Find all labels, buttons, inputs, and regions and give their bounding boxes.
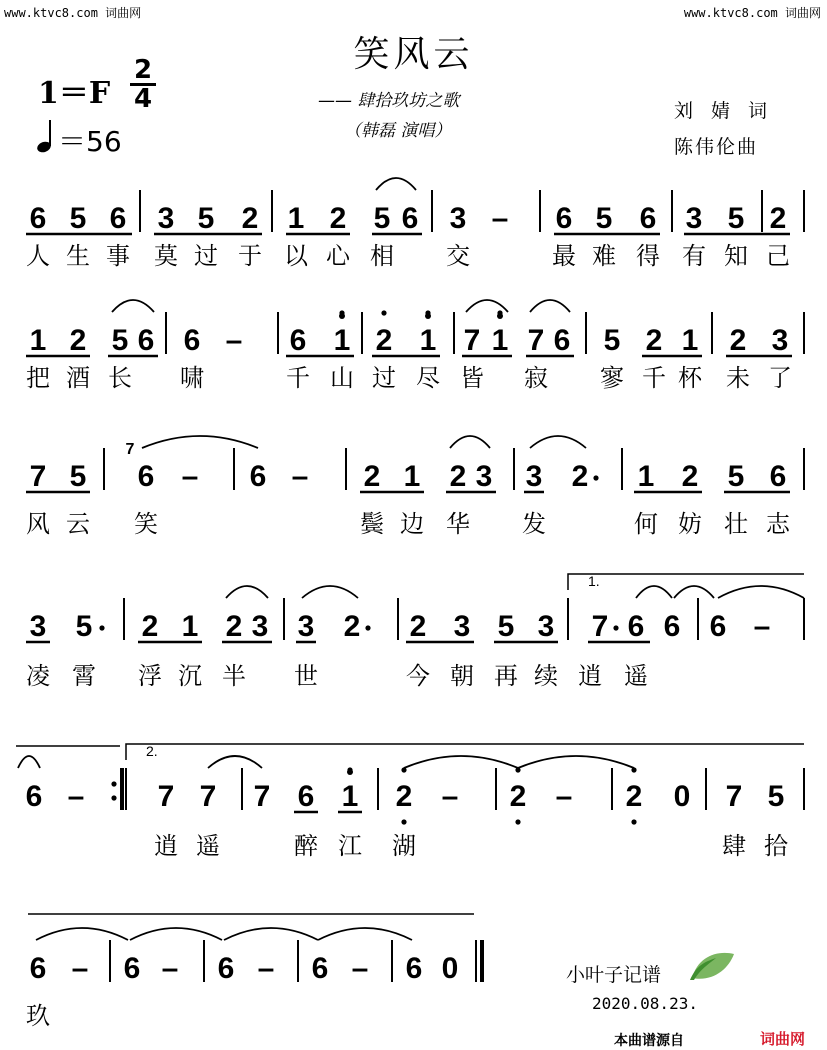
lyric-syllable: 鬓 [360,510,384,538]
octave-dot [631,767,636,772]
note-glyph: 2 [681,460,699,493]
note-glyph: 3 [525,460,543,493]
lyric-syllable: 浮 [138,662,162,690]
lyric-syllable: 莫 [154,242,178,270]
note-glyph: 6 [553,324,571,357]
lyric-syllable: 妨 [678,510,702,538]
note-glyph: 2 [625,780,643,813]
octave-dot [631,819,636,824]
slur [224,928,318,940]
octave-dot [401,767,406,772]
lyric-syllable: 再 [494,662,518,690]
note-glyph: 3 [251,610,269,643]
note-glyph: – [71,952,89,985]
slur [450,436,490,448]
note-glyph: 6 [137,460,155,493]
note-glyph: 6 [29,952,47,985]
volta-label: 1. [588,573,600,589]
note-glyph: 5 [603,324,621,357]
note-glyph: 7 [157,780,175,813]
lyric-syllable: 华 [446,510,470,538]
note-glyph: – [491,202,509,235]
note-glyph: 5 [497,610,515,643]
note-glyph: 2 [343,610,361,643]
lyric-syllable: 世 [294,662,318,690]
note-glyph: 7 [253,780,271,813]
octave-dot [497,310,502,315]
note-glyph: 2 [409,610,427,643]
note-glyph: – [257,952,275,985]
tempo-value: ＝56 [58,125,122,158]
slur [636,586,672,598]
note-glyph: 2 [395,780,413,813]
note-glyph: 1 [491,324,509,357]
slur [130,928,222,940]
note-glyph: 2 [769,202,787,235]
slur [530,436,586,448]
transcription-date: 2020.08.23. [592,994,698,1013]
note-glyph: 6 [663,610,681,643]
note-glyph: 1 [341,780,359,813]
lyric-syllable: 醉 [294,832,318,860]
note-glyph: 0 [673,780,691,813]
note-glyph: 5 [727,202,745,235]
lyric-syllable: 逍 [154,832,178,860]
lyric-syllable: 寥 [600,364,624,392]
note-glyph: 1 [29,324,47,357]
note-glyph: – [225,324,243,357]
note-glyph: 2 [509,780,527,813]
lyric-syllable: 何 [634,510,658,538]
lyric-syllable: 半 [222,662,246,690]
lyric-syllable: 酒 [66,364,90,392]
note-glyph: 2 [645,324,663,357]
repeat-dot [111,795,116,800]
note-glyph: – [351,952,369,985]
augmentation-dot [99,625,104,630]
note-glyph: 6 [29,202,47,235]
note-glyph: 5 [727,460,745,493]
lyric-syllable: 过 [372,364,396,392]
slur [466,300,508,312]
slur [404,756,518,768]
note-glyph: 7 [591,610,609,643]
lyric-syllable: 心 [326,242,350,270]
lyric-syllable: 凌 [26,662,50,690]
lyric-syllable: 知 [724,242,748,270]
lyric-syllable: 云 [66,510,90,538]
note-glyph: 3 [157,202,175,235]
note-glyph: 2 [571,460,589,493]
note-glyph: 6 [109,202,127,235]
note-glyph: 2 [363,460,381,493]
note-glyph: 2 [69,324,87,357]
note-glyph: – [181,460,199,493]
note-glyph: – [161,952,179,985]
note-glyph: 5 [69,202,87,235]
lyric-syllable: 皆 [460,364,484,392]
key-signature: 1＝F [38,76,111,111]
slur [112,300,154,312]
note-glyph: 3 [297,610,315,643]
note-glyph: 1 [637,460,655,493]
lyric-syllable: 于 [238,242,262,270]
lyric-syllable: 发 [522,510,546,538]
lyric-syllable: 己 [766,242,790,270]
note-glyph: 2 [729,324,747,357]
lyric-syllable: 玖 [26,1002,50,1030]
note-glyph: 6 [183,324,201,357]
time-sig-bottom: 4 [133,84,153,114]
note-glyph: 7 [527,324,545,357]
note-glyph: 5 [595,202,613,235]
note-glyph: 2 [241,202,259,235]
lyric-syllable: 得 [636,242,660,270]
lyric-syllable: 遥 [196,832,220,860]
octave-dot [515,819,520,824]
note-glyph: 7 [199,780,217,813]
lyric-syllable: 难 [592,242,616,270]
note-glyph: – [291,460,309,493]
slur [18,756,40,768]
lyric-syllable: 长 [108,364,132,392]
lyricist-credit: 刘婧词 [674,100,786,122]
lyric-syllable: 人 [26,242,50,270]
note-glyph: 6 [709,610,727,643]
note-glyph: 1 [419,324,437,357]
lyric-syllable: 边 [400,510,424,538]
lyric-syllable: 山 [330,364,354,392]
lyric-syllable: 续 [534,662,558,690]
note-glyph: 7 [463,324,481,357]
note-glyph: – [441,780,459,813]
lyric-syllable: 拾 [764,832,788,860]
lyric-syllable: 未 [726,364,750,392]
note-glyph: 3 [453,610,471,643]
slur [36,928,128,940]
note-glyph: 1 [681,324,699,357]
note-glyph: 3 [475,460,493,493]
note-glyph: 6 [311,952,329,985]
leaf-icon [688,948,738,984]
note-glyph: 6 [401,202,419,235]
note-glyph: 6 [297,780,315,813]
note-glyph: 7 [725,780,743,813]
lyric-syllable: 风 [26,510,50,538]
slur [518,756,634,768]
note-glyph: 1 [287,202,305,235]
note-glyph: 6 [25,780,43,813]
lyric-syllable: 壮 [724,510,748,538]
octave-dot [425,310,430,315]
lyric-syllable: 江 [338,832,362,860]
note-glyph: 6 [249,460,267,493]
note-glyph: 5 [75,610,93,643]
slur [718,586,804,598]
lyric-syllable: 千 [642,364,666,392]
note-glyph: 6 [627,610,645,643]
time-sig-top: 2 [133,55,153,85]
transcriber-signature: 小叶子记谱 [566,964,662,986]
note-glyph: 3 [449,202,467,235]
octave-dot [515,767,520,772]
note-glyph: 2 [375,324,393,357]
site-watermark-left[interactable]: www.ktvc8.com 词曲网 [4,6,142,20]
octave-dot [401,819,406,824]
lyric-syllable: 最 [552,242,576,270]
lyric-syllable: 有 [682,242,706,270]
lyric-syllable: 以 [284,242,308,270]
lyric-syllable: 肆 [722,832,746,860]
lyric-syllable: 遥 [624,662,648,690]
slur [376,178,416,190]
lyric-syllable: 生 [66,242,90,270]
lyric-syllable: 朝 [450,662,474,690]
note-glyph: 0 [441,952,459,985]
site-watermark-right[interactable]: www.ktvc8.com 词曲网 [683,6,821,20]
slur [530,300,570,312]
lyric-syllable: 今 [406,662,430,690]
note-glyph: 3 [537,610,555,643]
performer-note: （韩磊 演唱） [344,121,452,141]
lyric-syllable: 逍 [578,662,602,690]
note-glyph: 5 [197,202,215,235]
slur [226,586,268,598]
note-glyph: 6 [405,952,423,985]
lyric-syllable: 千 [286,364,310,392]
slur [674,586,714,598]
lyric-syllable: 寂 [524,364,548,392]
slur [208,756,262,768]
footer-logo[interactable]: 词曲网 [760,1030,806,1048]
note-glyph: 6 [769,460,787,493]
note-glyph: 6 [289,324,307,357]
slur [142,436,258,448]
octave-dot [381,310,386,315]
note-glyph: 2 [225,610,243,643]
note-glyph: 5 [767,780,785,813]
octave-dot [347,767,352,772]
note-glyph: 2 [329,202,347,235]
lyric-syllable: 相 [370,242,394,270]
note-glyph: 5 [111,324,129,357]
note-glyph: 3 [771,324,789,357]
lyric-syllable: 沉 [178,662,202,690]
lyric-syllable: 霄 [72,662,96,690]
note-glyph: 6 [555,202,573,235]
lyric-syllable: 尽 [416,364,440,392]
slur [302,586,358,598]
lyric-syllable: 把 [26,364,50,392]
lyric-syllable: 湖 [392,832,416,860]
lyric-syllable: 啸 [180,364,204,392]
note-glyph: – [67,780,85,813]
note-glyph: 5 [373,202,391,235]
repeat-dot [111,781,116,786]
song-subtitle: —— 肆拾玖坊之歌 [318,91,460,111]
note-glyph: 3 [29,610,47,643]
note-glyph: 6 [639,202,657,235]
augmentation-dot [365,625,370,630]
lyric-syllable: 杯 [678,364,702,392]
note-glyph: 1 [403,460,421,493]
note-glyph: 2 [449,460,467,493]
note-glyph: 6 [137,324,155,357]
footer-source-text: 本曲谱源自 [614,1033,684,1049]
note-glyph: – [555,780,573,813]
note-glyph: 2 [141,610,159,643]
note-glyph: – [753,610,771,643]
note-glyph: 1 [181,610,199,643]
lyric-syllable: 事 [106,242,130,270]
lyric-syllable: 过 [194,242,218,270]
lyric-syllable: 笑 [134,510,158,538]
grace-note: 7 [125,441,135,458]
note-glyph: 5 [69,460,87,493]
song-title: 笑风云 [353,34,474,75]
note-glyph: 7 [29,460,47,493]
composer-credit: 陈伟伦曲 [674,136,759,158]
note-glyph: 6 [217,952,235,985]
slur [318,928,412,940]
octave-dot [339,310,344,315]
note-glyph: 6 [123,952,141,985]
note-glyph: 1 [333,324,351,357]
augmentation-dot [613,625,618,630]
lyric-syllable: 交 [446,242,470,270]
augmentation-dot [593,475,598,480]
volta-label: 2. [146,743,158,759]
lyric-syllable: 志 [766,510,790,538]
note-glyph: 3 [685,202,703,235]
lyric-syllable: 了 [768,364,792,392]
